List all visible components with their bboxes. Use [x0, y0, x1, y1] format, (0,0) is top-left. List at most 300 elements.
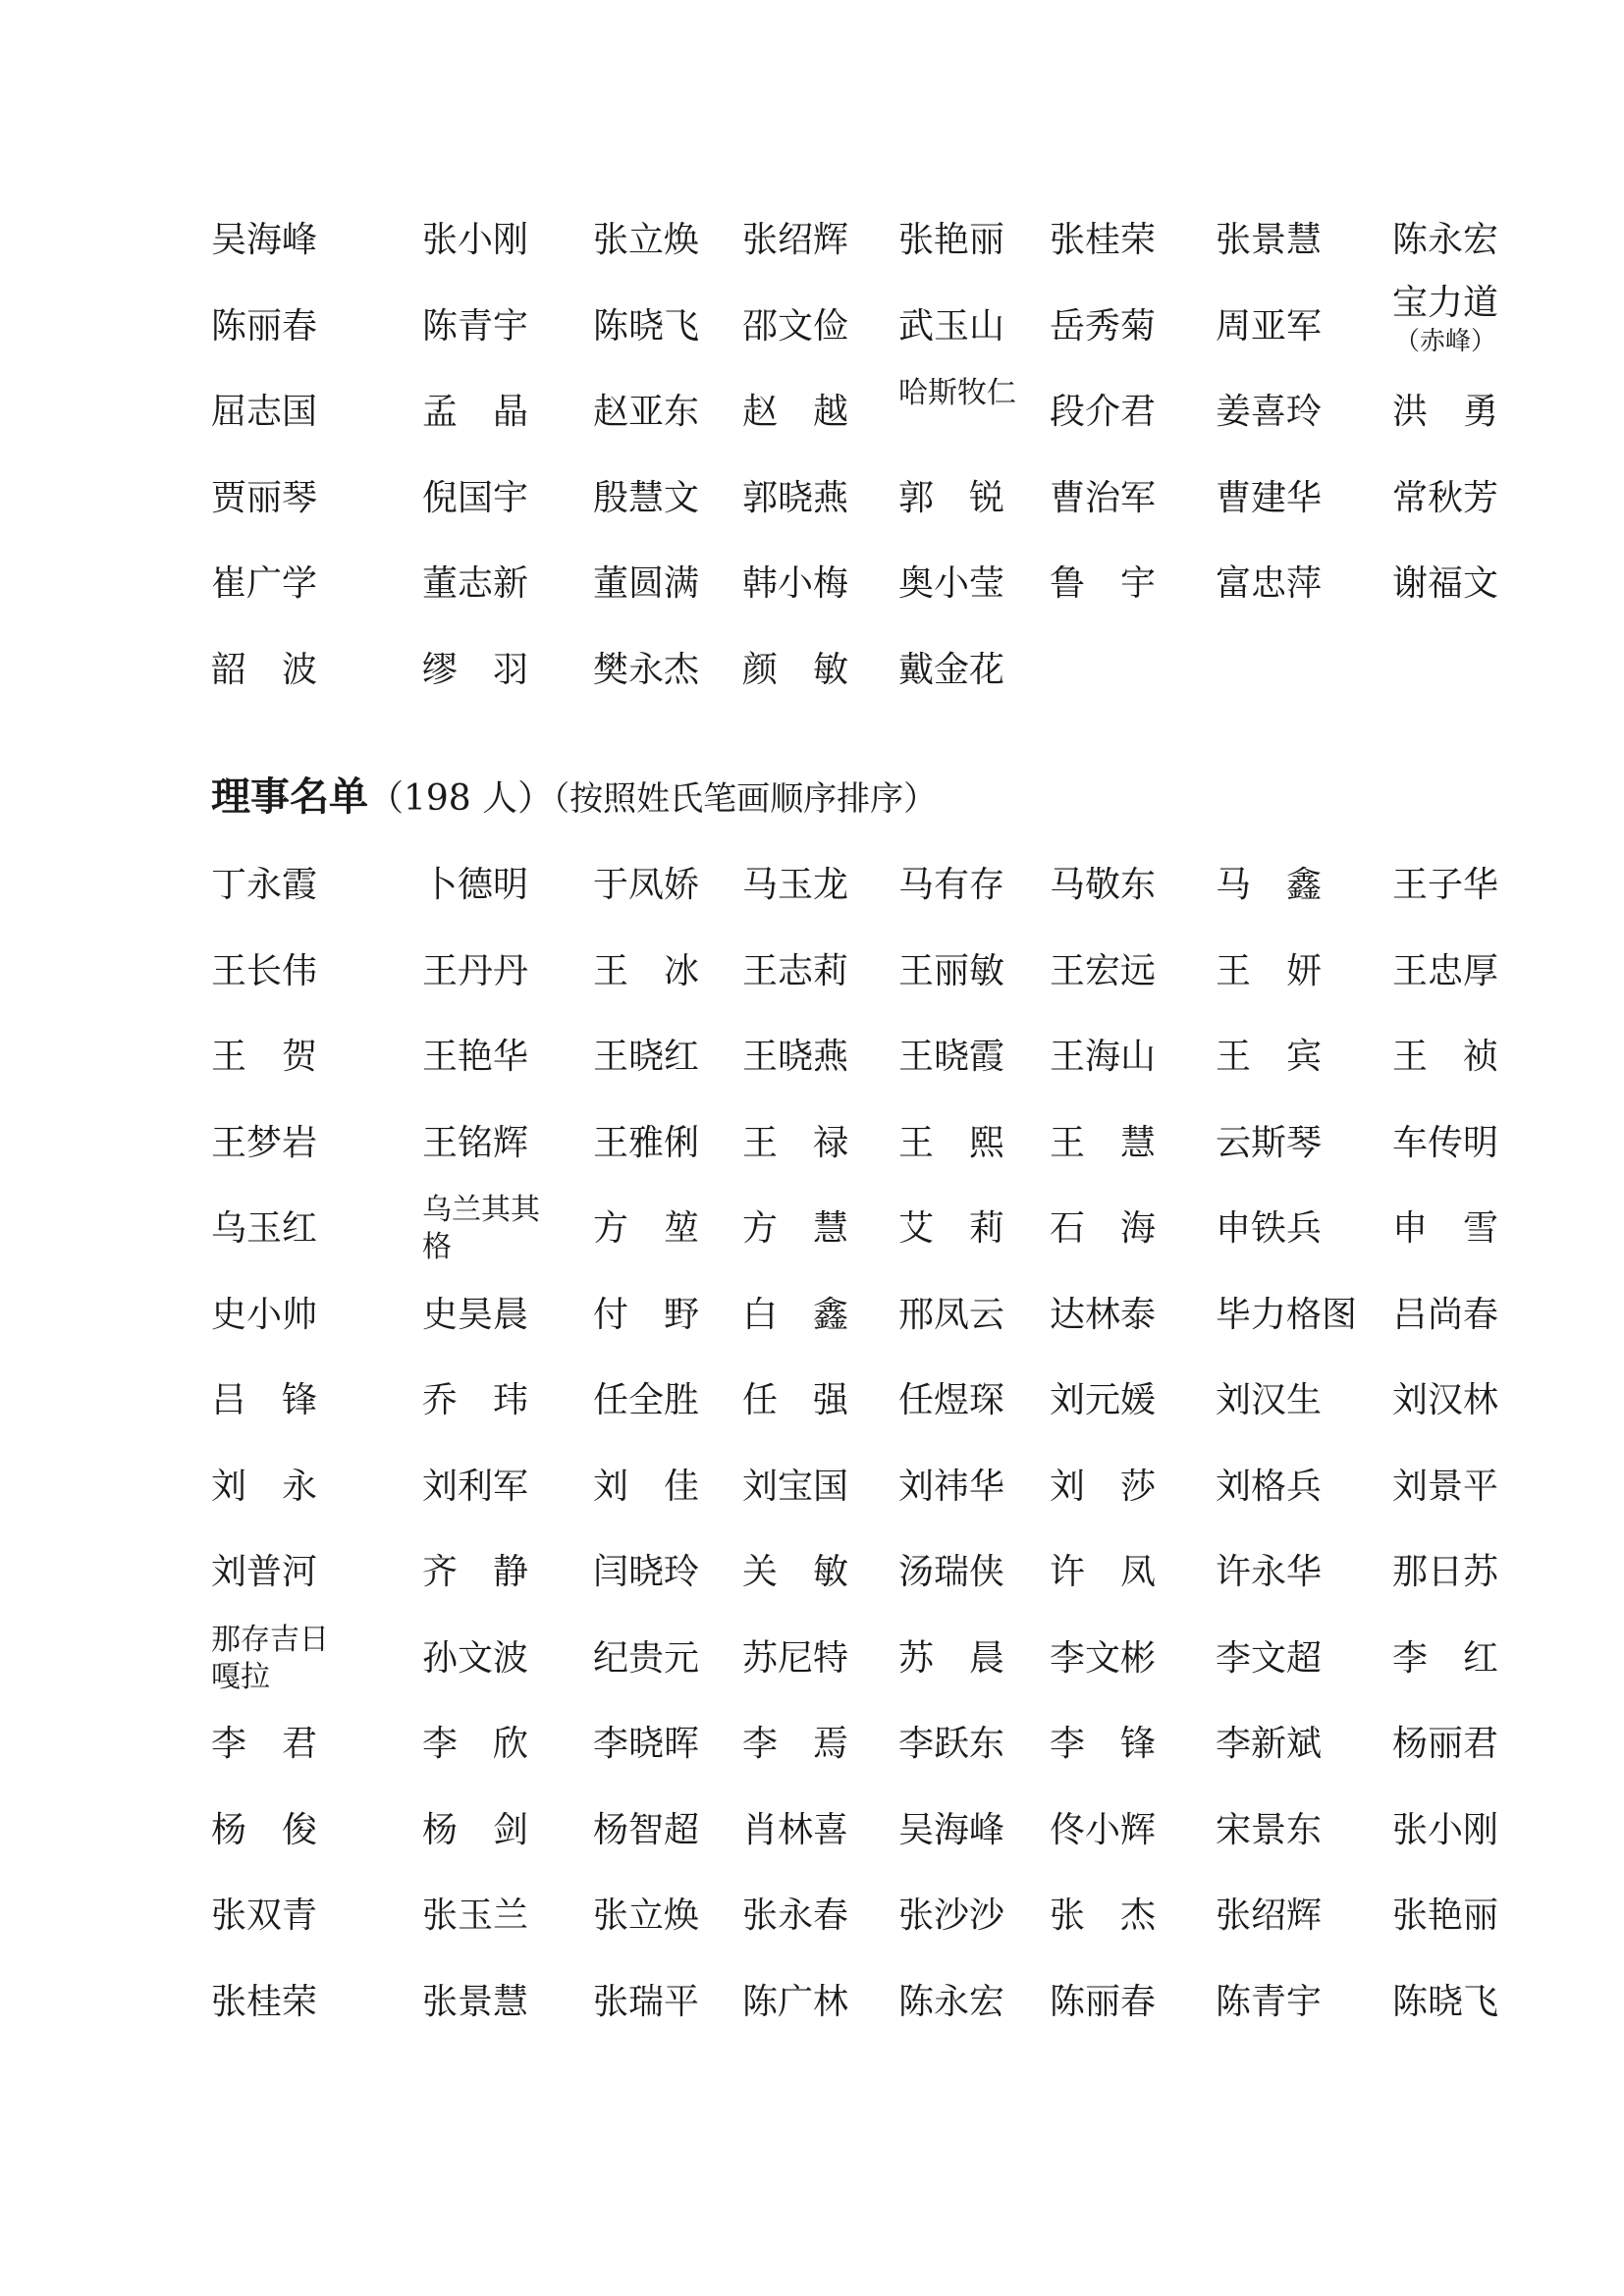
- member-region-note: （赤峰）: [1394, 326, 1497, 356]
- member-name-text: 杨 俊: [211, 1809, 318, 1850]
- member-name: [898, 856, 1004, 915]
- member-name: [1050, 383, 1156, 442]
- member-name: [593, 1458, 699, 1517]
- name-row: [0, 555, 1624, 614]
- member-name-text: 王 慧: [1050, 1122, 1157, 1163]
- member-name-text: 洪 勇: [1392, 392, 1499, 432]
- member-name: [1050, 469, 1156, 528]
- member-name-text: 任 强: [742, 1380, 849, 1420]
- member-name-text: 张立焕: [593, 1896, 700, 1936]
- member-name-text: 闫晓玲: [593, 1552, 700, 1592]
- member-name: [211, 1286, 317, 1345]
- member-name-text: 李跃东: [898, 1724, 1005, 1764]
- section-title: 理事名单: [211, 774, 368, 820]
- member-name: [422, 1715, 528, 1774]
- member-name: [1392, 383, 1498, 442]
- member-name-text: 方 堃: [593, 1208, 700, 1249]
- name-row: [0, 1371, 1624, 1430]
- member-name: [593, 942, 699, 1001]
- member-name: [1050, 1887, 1156, 1946]
- member-name-text: 王海山: [1050, 1037, 1157, 1077]
- member-name-text: 樊永杰: [593, 649, 700, 690]
- name-row: [0, 942, 1624, 1001]
- member-name: [593, 211, 699, 270]
- member-name-text: 苏尼特: [742, 1637, 849, 1679]
- member-name: [422, 942, 528, 1001]
- member-name-text: 陈丽春: [211, 305, 318, 347]
- member-name-text: 杨丽君: [1392, 1724, 1499, 1764]
- name-row: [0, 1458, 1624, 1517]
- member-name-text: 张景慧: [1216, 220, 1323, 260]
- name-row: [0, 1286, 1624, 1345]
- member-name-text: 刘 佳: [593, 1466, 700, 1507]
- member-name: [1050, 1286, 1156, 1345]
- member-name: [422, 856, 528, 915]
- member-name: [1216, 1629, 1322, 1688]
- member-name: [422, 1114, 528, 1173]
- member-name: [211, 1543, 317, 1602]
- member-name-text: 艾 莉: [898, 1208, 1005, 1249]
- name-row: [0, 1193, 1624, 1264]
- member-name: [898, 1801, 1004, 1860]
- member-name-text: 于凤娇: [593, 865, 700, 905]
- member-name-text: 王梦岩: [211, 1122, 318, 1163]
- member-name-text: 陈青宇: [422, 305, 529, 347]
- member-name: [1216, 1715, 1322, 1774]
- member-name-text: 佟小辉: [1050, 1809, 1157, 1850]
- member-name-text: 丁永霞: [211, 865, 318, 905]
- member-name-text: 王忠厚: [1392, 950, 1499, 991]
- member-name: [1050, 1543, 1156, 1602]
- member-name-text: 毕力格图: [1216, 1294, 1358, 1335]
- member-name-text: 张 杰: [1050, 1896, 1157, 1936]
- member-name-text: 马敬东: [1050, 865, 1157, 905]
- member-name-text: 王丽敏: [898, 950, 1005, 991]
- name-row: [0, 211, 1624, 270]
- member-name-text: 王 妍: [1216, 950, 1323, 991]
- member-name: [422, 297, 528, 356]
- member-name-text: 汤瑞侠: [898, 1552, 1005, 1592]
- member-name-text: 王铭辉: [422, 1122, 529, 1163]
- member-name-text: 王子华: [1392, 865, 1499, 905]
- member-name: [742, 1458, 848, 1517]
- member-name-text: 曹建华: [1216, 477, 1323, 518]
- member-name-text: 陈晓飞: [1392, 1981, 1499, 2022]
- member-name: [1392, 469, 1498, 528]
- member-name: [1050, 211, 1156, 270]
- member-name-text: 王宏远: [1050, 950, 1157, 991]
- member-name: [211, 1028, 317, 1087]
- member-name-text: 宋景东: [1216, 1809, 1323, 1850]
- member-name: [1392, 555, 1498, 614]
- member-name: [742, 1543, 848, 1602]
- member-name-text: 张景慧: [422, 1981, 529, 2022]
- member-name-text: 任全胜: [593, 1380, 700, 1420]
- member-name: [422, 1458, 528, 1517]
- member-name: [742, 1629, 848, 1688]
- member-name: [742, 1371, 848, 1430]
- member-name: [422, 383, 528, 442]
- member-name-text: 刘元媛: [1050, 1380, 1157, 1420]
- member-name: [742, 1028, 848, 1087]
- member-name: [898, 1973, 1004, 2032]
- member-name-text: 王志莉: [742, 950, 849, 991]
- member-name-text: 王晓燕: [742, 1037, 849, 1077]
- member-name-text: 白 鑫: [742, 1294, 849, 1335]
- member-name: [1216, 469, 1322, 528]
- name-row: [0, 1028, 1624, 1087]
- member-name: [1392, 1801, 1498, 1860]
- section-heading: [211, 768, 937, 827]
- member-name-text: 李文彬: [1050, 1637, 1157, 1679]
- member-name: [1050, 1973, 1156, 2032]
- member-name: [742, 1801, 848, 1860]
- member-name-text: 邵文俭: [742, 305, 849, 347]
- member-name: [211, 641, 317, 700]
- member-name: [593, 1028, 699, 1087]
- member-name-text: 李 君: [211, 1724, 318, 1764]
- member-name-text: 刘普河: [211, 1552, 318, 1592]
- member-name: [898, 1715, 1004, 1774]
- member-name-text: 杨智超: [593, 1809, 700, 1850]
- member-name: [742, 383, 848, 442]
- name-row: [0, 1715, 1624, 1774]
- member-name-text: 史小帅: [211, 1294, 318, 1335]
- member-name-text: 马 鑫: [1216, 865, 1323, 905]
- member-name: [742, 211, 848, 270]
- member-name: [742, 1200, 848, 1258]
- member-name-text: 贾丽琴: [211, 477, 318, 518]
- member-name: [211, 297, 317, 356]
- member-name-text: 崔广学: [211, 563, 318, 604]
- member-name-text: 李 焉: [742, 1724, 849, 1764]
- member-name: [593, 1371, 699, 1430]
- member-name-text: 王丹丹: [422, 950, 529, 991]
- member-name-text: 周亚军: [1216, 305, 1323, 347]
- member-name: [422, 1543, 528, 1602]
- member-name: [422, 1629, 528, 1688]
- member-name: [898, 555, 1004, 614]
- name-row: [0, 1114, 1624, 1173]
- name-row: [0, 1887, 1624, 1946]
- member-name: [422, 1371, 528, 1430]
- member-name-text: 鲁 宇: [1050, 563, 1157, 604]
- member-name-text: 郭晓燕: [742, 477, 849, 518]
- member-name-text: 张小刚: [1392, 1809, 1499, 1850]
- member-name-text: 倪国宇: [422, 477, 529, 518]
- member-name-text: 吴海峰: [898, 1809, 1005, 1850]
- member-name: [1050, 856, 1156, 915]
- member-name-text: 王 禄: [742, 1122, 849, 1163]
- member-name-text: 那存吉日嘎拉: [211, 1622, 329, 1694]
- member-name: [593, 1801, 699, 1860]
- member-name-text: 吴海峰: [211, 220, 318, 260]
- member-name: [898, 211, 1004, 270]
- member-name-text: 陈永宏: [1392, 220, 1499, 260]
- member-name: [898, 1371, 1004, 1430]
- member-name-text: 姜喜玲: [1216, 392, 1323, 432]
- member-name: [593, 856, 699, 915]
- member-name-text: 陈广林: [742, 1981, 849, 2022]
- member-name: [422, 1973, 528, 2032]
- member-name: [211, 856, 317, 915]
- member-name: [1392, 1543, 1498, 1602]
- member-name: [1392, 1458, 1498, 1517]
- member-name: [742, 1715, 848, 1774]
- member-name-text: 谢福文: [1392, 563, 1499, 604]
- member-name: [422, 1192, 560, 1264]
- member-name-text: 常秋芳: [1392, 477, 1499, 518]
- member-name-text: 富忠萍: [1216, 563, 1323, 604]
- member-name: [742, 856, 848, 915]
- member-name: [1392, 1715, 1498, 1774]
- member-name-text: 戴金花: [898, 649, 1005, 690]
- member-name: [1216, 856, 1322, 915]
- name-row: [0, 856, 1624, 915]
- member-name-text: 赵 越: [742, 392, 849, 432]
- member-name-text: 申 雪: [1392, 1208, 1499, 1249]
- member-name: [211, 1114, 317, 1173]
- member-name: [1392, 1371, 1498, 1430]
- member-name-text: 马有存: [898, 865, 1005, 905]
- member-name-text: 张沙沙: [898, 1896, 1005, 1936]
- member-name-text: 张绍辉: [1216, 1896, 1323, 1936]
- member-name: [593, 1973, 699, 2032]
- member-name: [211, 942, 317, 1001]
- member-name: [211, 469, 317, 528]
- member-name: [1392, 942, 1498, 1001]
- member-name: [1216, 1973, 1322, 2032]
- member-name: [898, 1458, 1004, 1517]
- member-name-text: 苏 晨: [898, 1637, 1005, 1679]
- member-name-text: 段介君: [1050, 392, 1157, 432]
- member-name: [898, 942, 1004, 1001]
- member-name-text: 王雅俐: [593, 1122, 700, 1163]
- member-name: [898, 1114, 1004, 1173]
- member-name: [1216, 1887, 1322, 1946]
- name-row: [0, 1543, 1624, 1602]
- section-count: （198 人）: [368, 778, 554, 819]
- member-name-text: 韶 波: [211, 649, 318, 690]
- member-name: [211, 1200, 317, 1258]
- member-name: [742, 297, 848, 356]
- member-name-text: 卜德明: [422, 865, 529, 905]
- member-name: [898, 297, 1004, 356]
- member-name-text: 王 贺: [211, 1037, 318, 1077]
- member-name-text: 达林泰: [1050, 1294, 1157, 1335]
- member-name-text: 哈斯牧仁: [898, 376, 1016, 410]
- member-name-text: 宝力道: [1392, 282, 1499, 323]
- member-name-text: 申铁兵: [1216, 1208, 1323, 1249]
- member-name-text: 武玉山: [898, 305, 1005, 347]
- member-name-text: 刘汉林: [1392, 1380, 1499, 1420]
- member-name: [593, 1715, 699, 1774]
- member-name: [1216, 1200, 1322, 1258]
- member-name-text: 刘祎华: [898, 1466, 1005, 1507]
- member-name-text: 那日苏: [1392, 1552, 1499, 1592]
- member-name-text: 张艳丽: [898, 220, 1005, 260]
- member-name: [742, 1114, 848, 1173]
- member-name: [898, 375, 1036, 434]
- member-name: [1392, 1973, 1498, 2032]
- member-name-text: 云斯琴: [1216, 1122, 1323, 1163]
- section-sort-note: （按照姓氏笔画顺序排序）: [553, 779, 938, 819]
- member-name: [422, 211, 528, 270]
- member-name: [1392, 856, 1498, 915]
- member-name: [593, 1629, 699, 1688]
- name-row: [0, 1622, 1624, 1694]
- member-name: [593, 555, 699, 614]
- member-name: [898, 1543, 1004, 1602]
- member-name: [422, 555, 528, 614]
- member-name: [1050, 1458, 1156, 1517]
- member-name: [898, 1887, 1004, 1946]
- member-name: [1050, 297, 1156, 356]
- member-name-text: 刘汉生: [1216, 1380, 1323, 1420]
- member-name: [742, 469, 848, 528]
- member-name: [1050, 1629, 1156, 1688]
- member-name-text: 李 红: [1392, 1637, 1499, 1679]
- member-name-text: 陈青宇: [1216, 1981, 1323, 2022]
- member-name: [422, 469, 528, 528]
- member-name: [1392, 276, 1499, 356]
- member-name-text: 孙文波: [422, 1637, 529, 1679]
- member-name-text: 董圆满: [593, 563, 700, 604]
- member-name-text: 石 海: [1050, 1208, 1157, 1249]
- member-name: [422, 1028, 528, 1087]
- member-name-text: 刘景平: [1392, 1466, 1499, 1507]
- member-name-text: 李文超: [1216, 1637, 1323, 1679]
- name-row: [0, 641, 1624, 700]
- member-name: [1392, 1028, 1498, 1087]
- member-name-text: 关 敏: [742, 1552, 849, 1592]
- member-name: [742, 1286, 848, 1345]
- member-name-text: 吕尚春: [1392, 1294, 1499, 1335]
- member-name-text: 王晓霞: [898, 1037, 1005, 1077]
- member-name: [211, 383, 317, 442]
- member-name-text: 刘格兵: [1216, 1466, 1323, 1507]
- member-name-text: 张立焕: [593, 220, 700, 260]
- member-name: [1050, 1715, 1156, 1774]
- member-name: [593, 641, 699, 700]
- member-name-text: 张艳丽: [1392, 1896, 1499, 1936]
- member-name: [211, 1622, 349, 1694]
- member-name-text: 颜 敏: [742, 649, 849, 690]
- member-name-text: 肖林喜: [742, 1809, 849, 1850]
- member-name-text: 王 宾: [1216, 1037, 1323, 1077]
- member-name-text: 纪贵元: [593, 1637, 700, 1679]
- member-name: [1216, 1286, 1357, 1345]
- member-name-text: 乌玉红: [211, 1208, 318, 1249]
- member-name: [422, 641, 528, 700]
- member-name: [1050, 555, 1156, 614]
- member-name: [898, 469, 1004, 528]
- member-name: [1216, 297, 1322, 356]
- member-name-text: 郭 锐: [898, 477, 1005, 518]
- member-name: [742, 1973, 848, 2032]
- member-name-text: 李 欣: [422, 1724, 529, 1764]
- member-name-text: 张永春: [742, 1896, 849, 1936]
- member-name: [898, 641, 1004, 700]
- member-name-text: 齐 静: [422, 1552, 529, 1592]
- member-name: [593, 1114, 699, 1173]
- member-name: [1392, 1114, 1498, 1173]
- member-name-text: 韩小梅: [742, 563, 849, 604]
- member-name-text: 王晓红: [593, 1037, 700, 1077]
- member-name: [1216, 1458, 1322, 1517]
- member-name-text: 刘 莎: [1050, 1466, 1157, 1507]
- member-name-text: 陈晓飞: [593, 305, 700, 347]
- member-name-text: 刘利军: [422, 1466, 529, 1507]
- member-name: [1216, 942, 1322, 1001]
- member-name-text: 王 冰: [593, 950, 700, 991]
- member-name: [742, 942, 848, 1001]
- member-name: [422, 1801, 528, 1860]
- member-name: [898, 1200, 1004, 1258]
- member-name-text: 张小刚: [422, 220, 529, 260]
- member-name-text: 张绍辉: [742, 220, 849, 260]
- member-name: [1050, 1371, 1156, 1430]
- member-name-text: 赵亚东: [593, 392, 700, 432]
- member-name-text: 王艳华: [422, 1037, 529, 1077]
- member-name: [1392, 1629, 1498, 1688]
- member-name-text: 李 锋: [1050, 1724, 1157, 1764]
- member-name: [211, 1973, 317, 2032]
- member-name: [1216, 1543, 1322, 1602]
- member-name-text: 屈志国: [211, 392, 318, 432]
- member-name-text: 杨 剑: [422, 1809, 529, 1850]
- member-name: [211, 1801, 317, 1860]
- member-name-text: 岳秀菊: [1050, 305, 1157, 347]
- member-name: [1216, 211, 1322, 270]
- member-name-text: 王 熙: [898, 1122, 1005, 1163]
- member-name: [211, 1458, 317, 1517]
- member-name-text: 吕 锋: [211, 1380, 318, 1420]
- member-name-text: 董志新: [422, 563, 529, 604]
- member-name-text: 张桂荣: [211, 1981, 318, 2022]
- name-row: [0, 282, 1624, 356]
- member-name: [1216, 1114, 1322, 1173]
- member-name: [1050, 1028, 1156, 1087]
- member-name-text: 邢凤云: [898, 1294, 1005, 1335]
- name-row: [0, 376, 1624, 442]
- member-name-text: 乌兰其其格: [422, 1193, 540, 1264]
- member-name-text: 李晓晖: [593, 1724, 700, 1764]
- member-name: [1050, 1200, 1156, 1258]
- name-row: [0, 1973, 1624, 2032]
- member-name-text: 陈丽春: [1050, 1981, 1157, 2022]
- member-name: [593, 1887, 699, 1946]
- member-name: [898, 1286, 1004, 1345]
- member-name: [742, 555, 848, 614]
- member-name: [1392, 1200, 1498, 1258]
- member-name: [211, 555, 317, 614]
- member-name: [898, 1028, 1004, 1087]
- member-name-text: 方 慧: [742, 1208, 849, 1249]
- member-name: [211, 1371, 317, 1430]
- member-name-text: 王长伟: [211, 950, 318, 991]
- member-name-text: 张瑞平: [593, 1981, 700, 2022]
- member-name: [422, 1887, 528, 1946]
- member-name: [593, 383, 699, 442]
- member-name-text: 奥小莹: [898, 563, 1005, 604]
- member-name-text: 史昊晨: [422, 1294, 529, 1335]
- member-name: [593, 1543, 699, 1602]
- member-name: [1050, 1114, 1156, 1173]
- member-name-text: 马玉龙: [742, 865, 849, 905]
- member-name-text: 许 凤: [1050, 1552, 1157, 1592]
- member-name-text: 乔 玮: [422, 1380, 529, 1420]
